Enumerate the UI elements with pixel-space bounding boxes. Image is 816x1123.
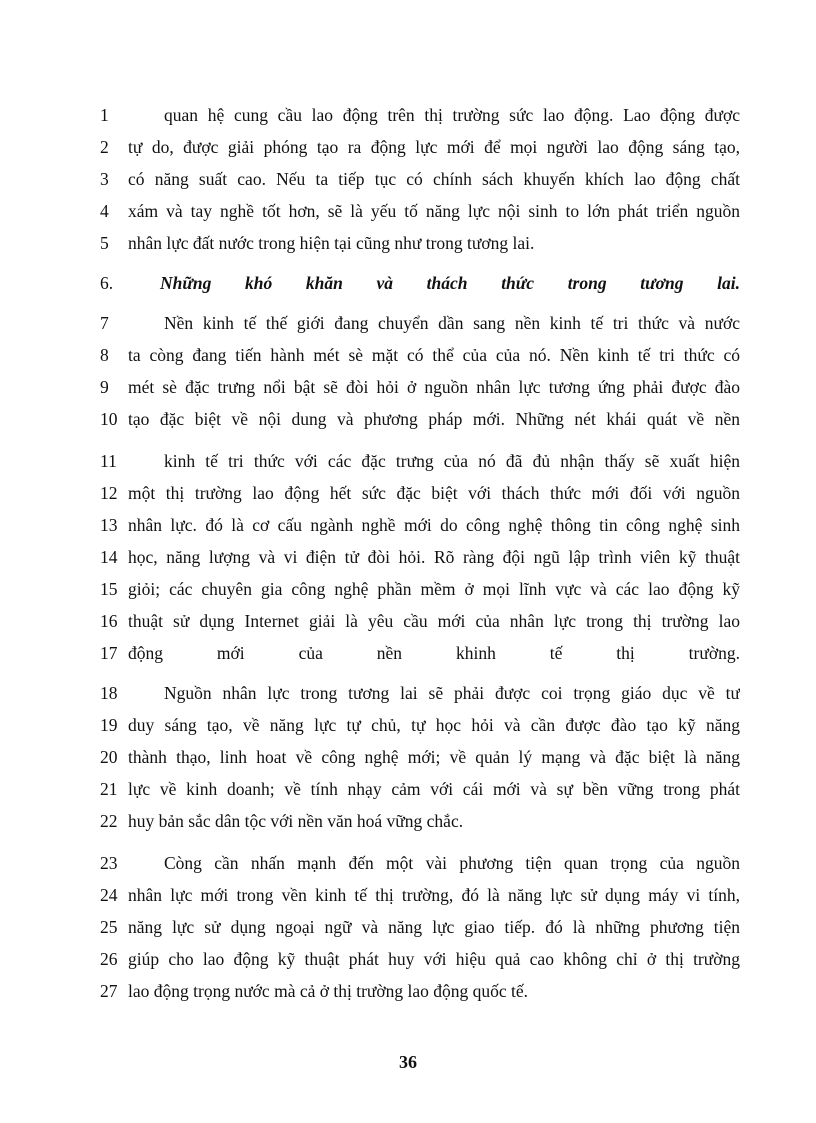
line-number: 14 (100, 547, 118, 567)
text-line (100, 510, 740, 540)
line-number: 2 (100, 137, 109, 157)
line-text: có năng suất cao. Nếu ta tiếp tục có chính sách khuyến khích lao động chất (128, 169, 740, 189)
line-text: động mới của nền khinh tế thị trường. (128, 643, 740, 663)
text-line (100, 742, 740, 772)
line-number: 16 (100, 611, 118, 631)
line-text: duy sáng tạo, về năng lực tự chủ, tự học hỏi và cần được đào tạo kỹ năng (128, 715, 740, 735)
text-line (100, 678, 740, 708)
text-line (100, 228, 740, 258)
line-number: 27 (100, 981, 118, 1001)
line-number: 17 (100, 643, 118, 663)
text-line (100, 774, 740, 804)
line-text: Nền kinh tế thế giới đang chuyển dần sang nền kinh tế tri thức và nước (164, 313, 740, 333)
text-line (100, 638, 740, 668)
line-number: 18 (100, 683, 118, 703)
line-text: thuật sử dụng Internet giải là yêu cầu mới của nhân lực trong thị trường lao (128, 611, 740, 631)
line-text: nhân lực mới trong vền kinh tế thị trường, đó là năng lực sử dụng máy vi tính, (128, 885, 740, 905)
line-number: 12 (100, 483, 118, 503)
line-number: 26 (100, 949, 118, 969)
text-line (100, 164, 740, 194)
text-line (100, 912, 740, 942)
line-text: quan hệ cung cầu lao động trên thị trường sức lao động. Lao động được (164, 105, 740, 125)
line-text: lao động trọng nước mà cả ở thị trường lao động quốc tế. (128, 981, 529, 1001)
line-text: Còng cần nhấn mạnh đến một vài phương tiện quan trọng của nguồn (164, 853, 740, 873)
text-line (100, 372, 740, 402)
line-number: 24 (100, 885, 118, 905)
line-text: nhân lực. đó là cơ cấu ngành nghề mới do công nghệ thông tin công nghệ sinh (128, 515, 740, 535)
text-line (100, 542, 740, 572)
text-line (100, 404, 740, 434)
line-number: 15 (100, 579, 118, 599)
text-line (100, 100, 740, 130)
line-number: 9 (100, 377, 109, 397)
line-number: 23 (100, 853, 118, 873)
line-text: một thị trường lao động hết sức đặc biệt với thách thức mới đối với nguồn (128, 483, 740, 503)
line-text: giỏi; các chuyên gia công nghệ phần mềm ở mọi lĩnh vực và các lao động kỹ (128, 579, 740, 599)
line-number: 25 (100, 917, 118, 937)
line-number: 22 (100, 811, 118, 831)
line-text: tự do, được giải phóng tạo ra động lực mới để mọi người lao động sáng tạo, (128, 137, 740, 157)
text-line (100, 132, 740, 162)
line-text: kinh tế tri thức với các đặc trưng của nó đã đủ nhận thấy sẽ xuất hiện (164, 451, 740, 471)
heading-text: Những khó khăn và thách thức trong tương lai. (160, 273, 740, 293)
text-line (100, 976, 740, 1006)
line-number: 20 (100, 747, 118, 767)
line-number: 8 (100, 345, 109, 365)
page-number: 36 (399, 1052, 417, 1072)
line-text: xám và tay nghề tốt hơn, sẽ là yếu tố năng lực nội sinh to lớn phát triển nguồn (128, 201, 740, 221)
text-line (100, 606, 740, 636)
text-line (100, 710, 740, 740)
line-text: tạo đặc biệt về nội dung và phương pháp mới. Những nét khái quát về nền (128, 409, 740, 429)
line-text: Nguồn nhân lực trong tương lai sẽ phải được coi trọng giáo dục về tư (164, 683, 740, 703)
section-heading (100, 268, 740, 298)
text-line (100, 308, 740, 338)
line-text: mét sè đặc trưng nổi bật sẽ đòi hỏi ở nguồn nhân lực tương ứng phải được đào (128, 377, 740, 397)
line-number: 5 (100, 233, 109, 253)
line-text: nhân lực đất nước trong hiện tại cũng như trong tương lai. (128, 233, 535, 253)
text-line (100, 880, 740, 910)
line-number: 4 (100, 201, 109, 221)
text-line (100, 848, 740, 878)
text-line (100, 196, 740, 226)
line-text: giúp cho lao động kỹ thuật phát huy với hiệu quả cao không chỉ ở thị trường (128, 949, 740, 969)
line-number: 6. (100, 273, 114, 293)
text-line (100, 446, 740, 476)
text-line (100, 340, 740, 370)
text-line (100, 574, 740, 604)
line-text: năng lực sử dụng ngoại ngữ và năng lực giao tiếp. đó là những phương tiện (128, 917, 740, 937)
line-text: ta còng đang tiến hành mét sè mặt có thể của của nó. Nền kinh tế tri thức có (128, 345, 740, 365)
line-number: 13 (100, 515, 118, 535)
line-number: 3 (100, 169, 109, 189)
line-text: thành thạo, linh hoat về công nghệ mới; về quản lý mạng và đặc biệt là năng (128, 747, 740, 767)
line-number: 11 (100, 451, 117, 471)
text-line (100, 944, 740, 974)
line-text: học, năng lượng và vi điện tử đòi hỏi. Rõ ràng đội ngũ lập trình viên kỹ thuật (128, 547, 740, 567)
line-text: huy bản sắc dân tộc với nền văn hoá vững chắc. (128, 811, 464, 831)
text-line (100, 806, 740, 836)
line-number: 1 (100, 105, 109, 125)
line-text: lực về kinh doanh; về tính nhạy cảm với cái mới và sự bền vững trong phát (128, 779, 740, 799)
line-number: 21 (100, 779, 118, 799)
line-number: 10 (100, 409, 118, 429)
line-number: 7 (100, 313, 109, 333)
line-number: 19 (100, 715, 118, 735)
text-line (100, 478, 740, 508)
